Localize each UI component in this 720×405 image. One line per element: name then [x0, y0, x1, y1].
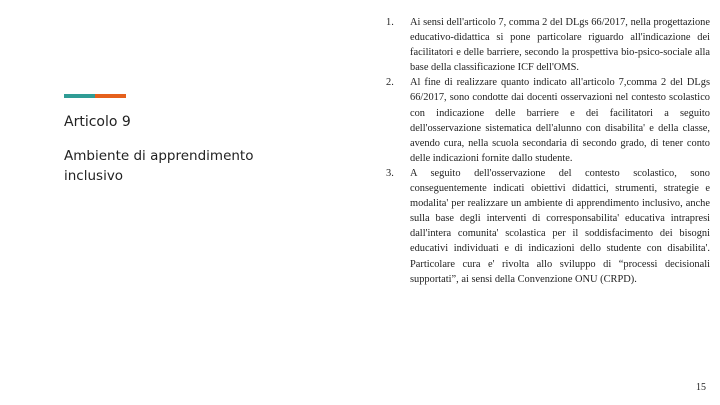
list-item-1 [380, 15, 710, 75]
list-item-text: Al fine di realizzare quanto indicato all'articolo 7,comma 2 del DLgs 66/2017, sono condotte dai docenti osservazioni nel contesto scolastico con indicazione delle barriere e dei facilitatori a seguito dell'osservazione sistematica dell'alunno con disabilita' e della classe, avendo cura, nella scuola secondaria di secondo grado, di tener conto delle indicazioni fornite dallo studente. [410, 77, 710, 164]
page-number: 15 [696, 382, 706, 393]
list-item-text: A seguito dell'osservazione del contesto scolastico, sono conseguentemente indicati obiettivi didattici, strumenti, strategie e modalita' per realizzare un ambiente di apprendimento inclusivo, anche sulla base degli interventi di corresponsabilita' educativa intrapresi dall'intera comunita' scolastica per il soddisfacimento dei bisogni educativi individuati e di indicazioni dello studente con disabilita'. Particolare cura e' rivolta allo sviluppo di “processi decisionali supportati”, ai sensi della Convenzione ONU (CRPD). [410, 167, 710, 285]
list-item-number: 3. [386, 167, 394, 179]
accent-bar-teal [64, 94, 95, 98]
list-item-number: 1. [386, 17, 394, 28]
list-item-number: 2. [386, 77, 394, 89]
slide-subtitle: Ambiente di apprendimento inclusivo [64, 148, 254, 184]
slide-title: Articolo 9 [64, 114, 131, 130]
list-item-text: Ai sensi dell'articolo 7, comma 2 del DLgs 66/2017, nella progettazione educativo-didattica si pone particolare riguardo all'indicazione dei facilitatori e delle barriere, secondo la prospettiva bio-psico-sociale alla base della classificazione ICF dell'OMS. [410, 17, 710, 74]
accent-bar [64, 94, 126, 98]
article-list [380, 15, 710, 287]
list-item-3 [380, 166, 710, 287]
accent-bar-orange [95, 94, 126, 98]
list-item-2 [380, 75, 710, 166]
